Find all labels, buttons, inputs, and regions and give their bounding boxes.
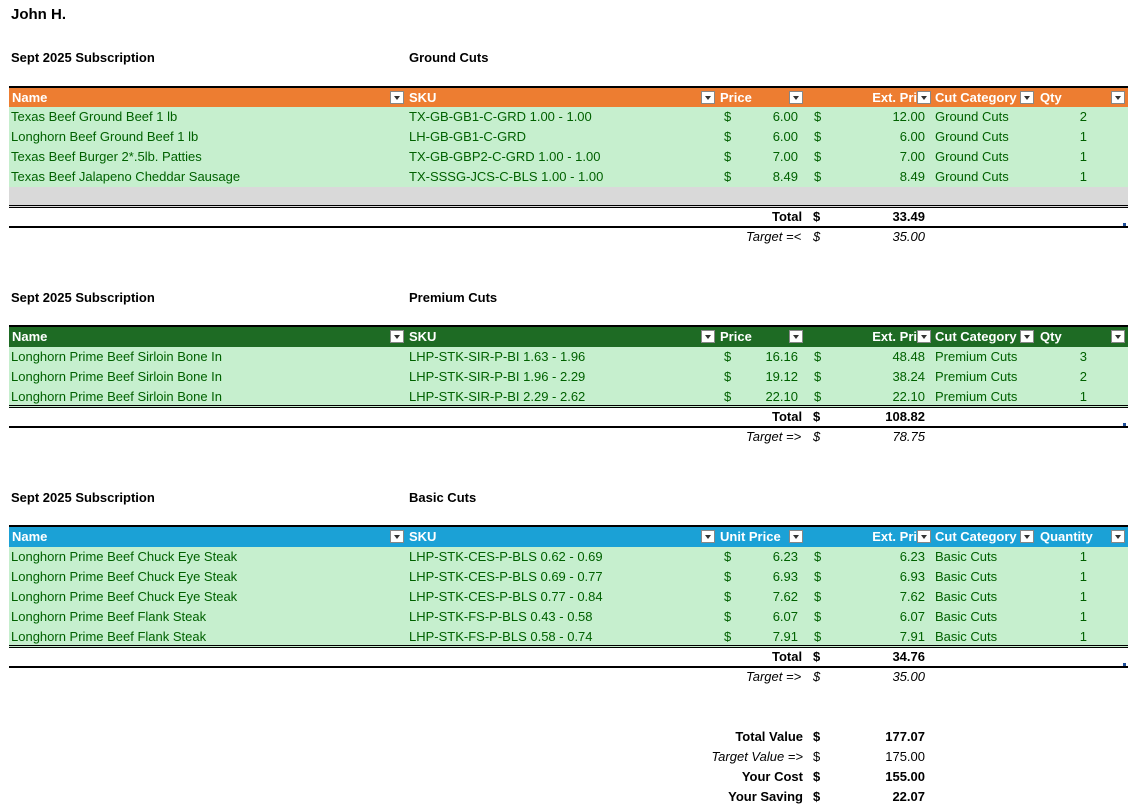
- row-sku: TX-SSSG-JCS-C-BLS 1.00 - 1.00: [409, 169, 604, 184]
- row-ext-price: 22.10: [892, 389, 925, 404]
- summary-target-value: 175.00: [885, 749, 925, 764]
- col-ext-header: Ext. Pri: [872, 90, 917, 105]
- row-name: Longhorn Prime Beef Chuck Eye Steak: [11, 569, 238, 584]
- row-category: Basic Cuts: [935, 549, 998, 564]
- row-category: Ground Cuts: [935, 129, 1009, 144]
- row-sku: LHP-STK-SIR-P-BI 1.96 - 2.29: [409, 369, 586, 384]
- total-currency: $: [813, 649, 821, 664]
- table-row[interactable]: [9, 107, 1128, 127]
- category-title: Ground Cuts: [409, 50, 489, 65]
- row-category: Ground Cuts: [935, 109, 1009, 124]
- target-currency: $: [813, 669, 821, 684]
- col-name-header: Name: [12, 329, 48, 344]
- subscription-label: Sept 2025 Subscription: [11, 50, 155, 65]
- filter-dropdown-icon[interactable]: [701, 330, 715, 343]
- col-price-header: Price: [720, 90, 752, 105]
- target-label: Target =>: [746, 669, 802, 684]
- filter-dropdown-icon[interactable]: [789, 330, 803, 343]
- category-title: Premium Cuts: [409, 290, 498, 305]
- filter-dropdown-icon[interactable]: [390, 91, 404, 104]
- row-currency: $: [814, 389, 822, 404]
- target-value: 35.00: [892, 669, 925, 684]
- row-name: Longhorn Beef Ground Beef 1 lb: [11, 129, 199, 144]
- row-name: Texas Beef Jalapeno Cheddar Sausage: [11, 169, 241, 184]
- col-qty-header: Qty: [1040, 329, 1062, 344]
- row-name: Longhorn Prime Beef Sirloin Bone In: [11, 349, 223, 364]
- table-row[interactable]: [9, 607, 1128, 627]
- table-header: [9, 86, 1128, 108]
- table-row[interactable]: [9, 547, 1128, 567]
- table-row[interactable]: [9, 367, 1128, 387]
- row-ext-price: 7.00: [899, 149, 925, 164]
- row-currency: $: [724, 349, 732, 364]
- your-cost-currency: $: [813, 769, 821, 784]
- row-sku: LHP-STK-SIR-P-BI 1.63 - 1.96: [409, 349, 586, 364]
- col-ext-header: Ext. Pri: [872, 529, 917, 544]
- filter-dropdown-icon[interactable]: [1111, 530, 1125, 543]
- total-divider: [9, 645, 1128, 648]
- row-ext-price: 48.48: [892, 349, 925, 364]
- target-label: Target =>: [746, 429, 802, 444]
- col-sku-header: SKU: [409, 329, 437, 344]
- col-category-header: Cut Category: [935, 529, 1017, 544]
- row-currency: $: [724, 369, 732, 384]
- target-value-label: Target Value =>: [711, 749, 803, 764]
- filter-dropdown-icon[interactable]: [701, 530, 715, 543]
- table-row[interactable]: [9, 387, 1128, 407]
- customer-name: John H.: [11, 6, 66, 23]
- row-ext-price: 6.93: [899, 569, 925, 584]
- row-category: Basic Cuts: [935, 589, 998, 604]
- col-name-header: Name: [12, 90, 48, 105]
- row-sku: LHP-STK-CES-P-BLS 0.69 - 0.77: [409, 569, 603, 584]
- filter-dropdown-icon[interactable]: [1020, 530, 1034, 543]
- row-qty: 1: [1079, 549, 1087, 564]
- row-price: 6.23: [772, 549, 798, 564]
- col-qty-header: Quantity: [1040, 529, 1093, 544]
- row-price: 6.00: [772, 109, 798, 124]
- row-price: 7.91: [772, 629, 798, 644]
- row-price: 6.07: [772, 609, 798, 624]
- target-value-currency: $: [813, 749, 821, 764]
- filter-dropdown-icon[interactable]: [390, 530, 404, 543]
- row-sku: LHP-STK-CES-P-BLS 0.77 - 0.84: [409, 589, 603, 604]
- total-value-currency: $: [813, 729, 821, 744]
- row-currency: $: [814, 569, 822, 584]
- subscription-label: Sept 2025 Subscription: [11, 490, 155, 505]
- total-underline: [9, 666, 1128, 668]
- row-currency: $: [724, 169, 732, 184]
- row-ext-price: 6.00: [899, 129, 925, 144]
- total-value: 108.82: [885, 409, 925, 424]
- total-label: Total: [772, 209, 803, 224]
- row-qty: 1: [1079, 569, 1087, 584]
- row-sku: LHP-STK-CES-P-BLS 0.62 - 0.69: [409, 549, 603, 564]
- col-price-header: Unit Price: [720, 529, 781, 544]
- row-qty: 1: [1079, 629, 1087, 644]
- your-saving-currency: $: [813, 789, 821, 804]
- row-currency: $: [724, 569, 732, 584]
- col-sku-header: SKU: [409, 90, 437, 105]
- filter-dropdown-icon[interactable]: [917, 530, 931, 543]
- row-name: Longhorn Prime Beef Sirloin Bone In: [11, 389, 223, 404]
- total-currency: $: [813, 209, 821, 224]
- row-currency: $: [724, 549, 732, 564]
- filter-dropdown-icon[interactable]: [1020, 330, 1034, 343]
- table-row[interactable]: [9, 627, 1128, 647]
- total-value: 34.76: [892, 649, 925, 664]
- blank-row[interactable]: [9, 187, 1128, 207]
- row-sku: LHP-STK-SIR-P-BI 2.29 - 2.62: [409, 389, 586, 404]
- row-name: Longhorn Prime Beef Flank Steak: [11, 629, 207, 644]
- row-currency: $: [724, 609, 732, 624]
- row-ext-price: 6.23: [899, 549, 925, 564]
- row-name: Longhorn Prime Beef Flank Steak: [11, 609, 207, 624]
- row-currency: $: [724, 629, 732, 644]
- row-price: 16.16: [765, 349, 798, 364]
- row-name: Longhorn Prime Beef Chuck Eye Steak: [11, 549, 238, 564]
- row-category: Basic Cuts: [935, 629, 998, 644]
- row-category: Ground Cuts: [935, 149, 1009, 164]
- row-qty: 1: [1079, 609, 1087, 624]
- row-currency: $: [814, 629, 822, 644]
- row-currency: $: [724, 589, 732, 604]
- row-currency: $: [814, 109, 822, 124]
- row-qty: 1: [1079, 149, 1087, 164]
- row-qty: 1: [1079, 169, 1087, 184]
- row-currency: $: [814, 169, 822, 184]
- row-ext-price: 6.07: [899, 609, 925, 624]
- row-currency: $: [814, 129, 822, 144]
- filter-dropdown-icon[interactable]: [1020, 91, 1034, 104]
- target-currency: $: [813, 229, 821, 244]
- row-ext-price: 7.62: [899, 589, 925, 604]
- total-currency: $: [813, 409, 821, 424]
- row-price: 6.93: [772, 569, 798, 584]
- row-price: 6.00: [772, 129, 798, 144]
- table-row[interactable]: [9, 167, 1128, 187]
- filter-dropdown-icon[interactable]: [917, 330, 931, 343]
- row-currency: $: [814, 149, 822, 164]
- summary-total-value: 177.07: [885, 729, 925, 744]
- row-currency: $: [814, 609, 822, 624]
- total-underline: [9, 426, 1128, 428]
- row-sku: TX-GB-GB1-C-GRD 1.00 - 1.00: [409, 109, 592, 124]
- row-qty: 1: [1079, 389, 1087, 404]
- target-value: 35.00: [892, 229, 925, 244]
- row-ext-price: 12.00: [892, 109, 925, 124]
- table-row[interactable]: [9, 567, 1128, 587]
- summary-your-cost: 155.00: [885, 769, 925, 784]
- row-currency: $: [724, 149, 732, 164]
- row-name: Longhorn Prime Beef Sirloin Bone In: [11, 369, 223, 384]
- filter-dropdown-icon[interactable]: [1111, 330, 1125, 343]
- col-qty-header: Qty: [1040, 90, 1062, 105]
- subscription-label: Sept 2025 Subscription: [11, 290, 155, 305]
- row-currency: $: [814, 549, 822, 564]
- row-currency: $: [814, 349, 822, 364]
- row-currency: $: [814, 369, 822, 384]
- col-ext-header: Ext. Pri: [872, 329, 917, 344]
- row-qty: 1: [1079, 129, 1087, 144]
- your-saving-label: Your Saving: [728, 789, 803, 804]
- filter-dropdown-icon[interactable]: [701, 91, 715, 104]
- row-category: Premium Cuts: [935, 389, 1018, 404]
- filter-dropdown-icon[interactable]: [917, 91, 931, 104]
- row-currency: $: [814, 589, 822, 604]
- total-label: Total: [772, 409, 803, 424]
- total-value-label: Total Value: [735, 729, 803, 744]
- row-sku: TX-GB-GBP2-C-GRD 1.00 - 1.00: [409, 149, 601, 164]
- table-header: [9, 525, 1128, 547]
- col-name-header: Name: [12, 529, 48, 544]
- target-value: 78.75: [892, 429, 925, 444]
- total-divider: [9, 205, 1128, 208]
- row-name: Longhorn Prime Beef Chuck Eye Steak: [11, 589, 238, 604]
- total-label: Total: [772, 649, 803, 664]
- target-label: Target =<: [746, 229, 802, 244]
- your-cost-label: Your Cost: [741, 769, 803, 784]
- total-value: 33.49: [892, 209, 925, 224]
- row-qty: 3: [1079, 349, 1087, 364]
- filter-dropdown-icon[interactable]: [390, 330, 404, 343]
- summary-your-saving: 22.07: [892, 789, 925, 804]
- filter-dropdown-icon[interactable]: [789, 91, 803, 104]
- row-category: Premium Cuts: [935, 349, 1018, 364]
- row-name: Texas Beef Ground Beef 1 lb: [11, 109, 178, 124]
- col-price-header: Price: [720, 329, 752, 344]
- row-currency: $: [724, 389, 732, 404]
- table-header: [9, 325, 1128, 347]
- row-sku: LHP-STK-FS-P-BLS 0.58 - 0.74: [409, 629, 593, 644]
- col-category-header: Cut Category: [935, 329, 1017, 344]
- row-currency: $: [724, 109, 732, 124]
- total-underline: [9, 226, 1128, 228]
- table-row[interactable]: [9, 587, 1128, 607]
- total-divider: [9, 405, 1128, 408]
- table-row[interactable]: [9, 347, 1128, 367]
- col-sku-header: SKU: [409, 529, 437, 544]
- row-category: Premium Cuts: [935, 369, 1018, 384]
- filter-dropdown-icon[interactable]: [1111, 91, 1125, 104]
- row-price: 7.62: [772, 589, 798, 604]
- row-category: Basic Cuts: [935, 609, 998, 624]
- row-currency: $: [724, 129, 732, 144]
- target-currency: $: [813, 429, 821, 444]
- table-row[interactable]: [9, 147, 1128, 167]
- row-price: 19.12: [765, 369, 798, 384]
- row-price: 22.10: [765, 389, 798, 404]
- table-row[interactable]: [9, 127, 1128, 147]
- row-ext-price: 8.49: [899, 169, 925, 184]
- row-sku: LHP-STK-FS-P-BLS 0.43 - 0.58: [409, 609, 593, 624]
- row-name: Texas Beef Burger 2*.5lb. Patties: [11, 149, 202, 164]
- row-sku: LH-GB-GB1-C-GRD: [409, 129, 527, 144]
- row-category: Basic Cuts: [935, 569, 998, 584]
- category-title: Basic Cuts: [409, 490, 477, 505]
- row-price: 7.00: [772, 149, 798, 164]
- row-qty: 2: [1079, 369, 1087, 384]
- row-ext-price: 7.91: [899, 629, 925, 644]
- filter-dropdown-icon[interactable]: [789, 530, 803, 543]
- row-ext-price: 38.24: [892, 369, 925, 384]
- row-qty: 1: [1079, 589, 1087, 604]
- row-price: 8.49: [772, 169, 798, 184]
- row-qty: 2: [1079, 109, 1087, 124]
- col-category-header: Cut Category: [935, 90, 1017, 105]
- row-category: Ground Cuts: [935, 169, 1009, 184]
